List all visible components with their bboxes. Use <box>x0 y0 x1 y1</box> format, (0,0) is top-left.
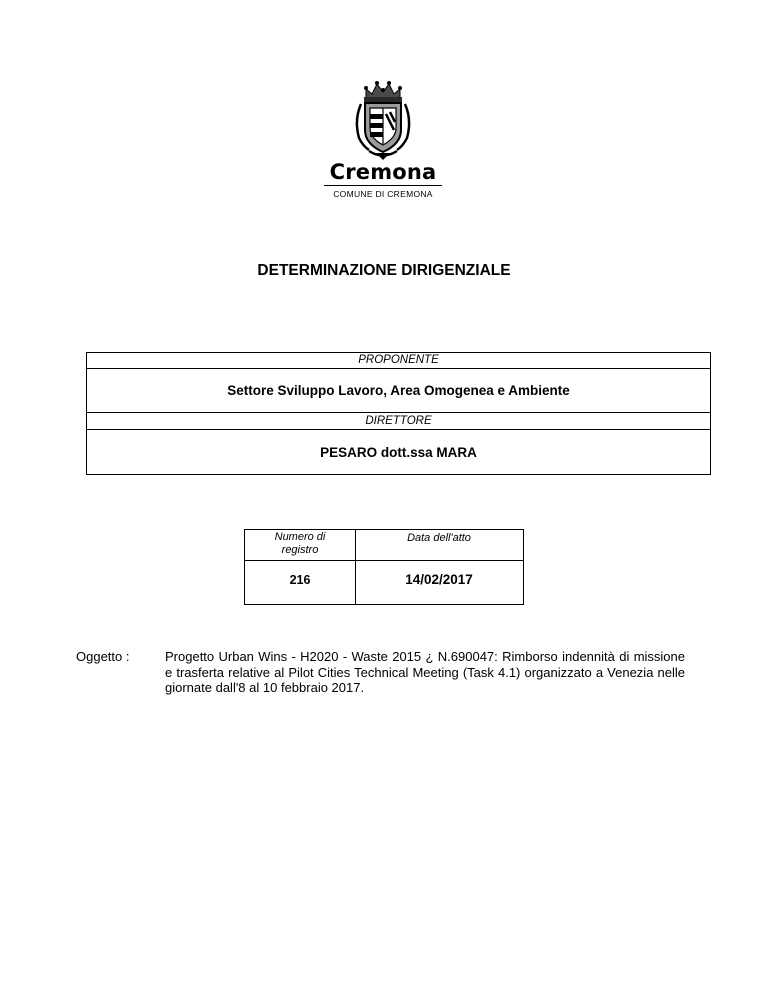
direttore-label: DIRETTORE <box>365 415 432 427</box>
logo-name: Cremona <box>329 160 437 184</box>
registry-table <box>244 529 524 605</box>
data-value: 14/02/2017 <box>405 572 473 587</box>
municipality-logo <box>322 80 444 199</box>
subject-text: Progetto Urban Wins - H2020 - Waste 2015 ¿ N.690047: Rimborso indennità di missione e trasferta relative al Pilot Cities Technical Meeting (Task 4.1) organizzato a Venezia nelle giornate dall'8 al 10 febbraio 2017. <box>165 649 685 695</box>
direttore-value: PESARO dott.ssa MARA <box>320 445 477 460</box>
proponente-value: Settore Sviluppo Lavoro, Area Omogenea e Ambiente <box>227 383 570 398</box>
proponente-label: PROPONENTE <box>358 354 439 366</box>
subject-label: Oggetto : <box>76 649 130 664</box>
logo-divider <box>324 185 442 186</box>
box-divider <box>87 368 710 369</box>
data-label: Data dell'atto <box>407 532 471 544</box>
numero-label: Numero di registro <box>274 531 326 556</box>
table-divider <box>245 560 523 561</box>
cremona-coat-of-arms-icon <box>352 80 414 162</box>
proponent-box <box>86 352 711 475</box>
document-title: DETERMINAZIONE DIRIGENZIALE <box>257 262 511 279</box>
box-divider <box>87 412 710 413</box>
logo-subtitle: COMUNE DI CREMONA <box>333 189 433 199</box>
box-divider <box>87 429 710 430</box>
numero-value: 216 <box>289 573 311 587</box>
